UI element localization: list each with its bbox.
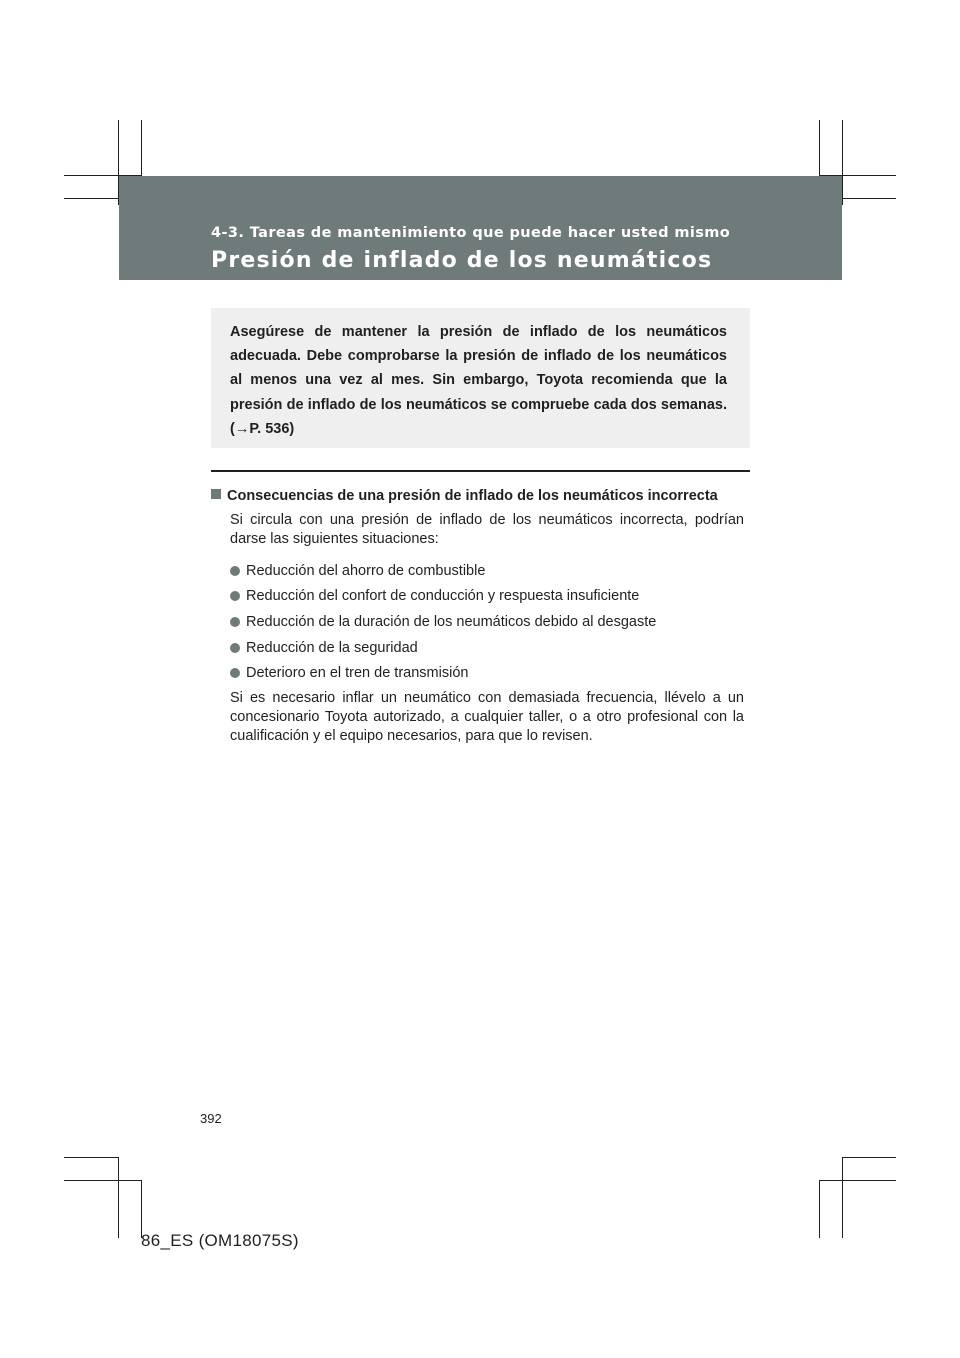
intro-text: Asegúrese de mantener la presión de inflado de los neumáticos adecuada. Debe comprobarse la presión de inflado de los neumáticos al menos una vez al mes. Sin embargo, Toyota recomienda que la presión de inflado de los neumáticos se compruebe cada dos semanas. (→P. 536) [230, 324, 727, 437]
crop-mark [64, 1157, 119, 1158]
list-item [230, 609, 744, 635]
crop-mark [842, 120, 843, 205]
list-item-text: Reducción del ahorro de combustible [246, 562, 486, 579]
crop-mark [118, 1158, 119, 1238]
crop-mark [64, 198, 119, 199]
bullet-dot-icon [230, 668, 240, 678]
square-bullet-icon [211, 489, 221, 499]
bullet-dot-icon [230, 591, 240, 601]
section-label: 4-3. Tareas de mantenimiento que puede hacer usted mismo [211, 225, 731, 241]
crop-mark [842, 1157, 896, 1158]
subsection-heading [211, 488, 744, 504]
intro-box [211, 308, 750, 448]
list-item-text: Reducción de la duración de los neumáticos debido al desgaste [246, 613, 657, 630]
crop-mark [819, 1180, 820, 1238]
list-item-text: Reducción del confort de conducción y respuesta insuficiente [246, 588, 640, 605]
crop-mark [842, 1158, 843, 1238]
crop-mark [64, 1180, 142, 1181]
list-item [230, 660, 744, 686]
list-item [230, 558, 744, 584]
bullet-dot-icon [230, 566, 240, 576]
page-number: 392 [200, 1111, 222, 1126]
crop-mark [819, 1180, 896, 1181]
list-item-text: Reducción de la seguridad [246, 639, 418, 656]
crop-mark [141, 1180, 142, 1238]
crop-mark [842, 198, 896, 199]
divider-rule [211, 470, 750, 472]
bullet-dot-icon [230, 643, 240, 653]
list-item [230, 584, 744, 610]
bullet-dot-icon [230, 617, 240, 627]
subsection-heading-text: Consecuencias de una presión de inflado de los neumáticos incorrecta [227, 488, 718, 504]
main-content [211, 488, 744, 755]
lead-paragraph: Si circula con una presión de inflado de los neumáticos incorrecta, podrían darse las siguientes situaciones: [230, 512, 744, 547]
list-item [230, 635, 744, 661]
list-item-text: Deterioro en el tren de transmisión [246, 665, 469, 682]
closing-paragraph: Si es necesario inflar un neumático con demasiada frecuencia, llévelo a un concesionario Toyota autorizado, a cualquier taller, o a otro profesional con la cualificación y el equipo necesarios, para que lo revisen. [230, 689, 744, 744]
document-code: 86_ES (OM18075S) [141, 1231, 299, 1250]
consequence-list [230, 558, 744, 686]
page-title: Presión de inflado de los neumáticos [211, 248, 713, 273]
